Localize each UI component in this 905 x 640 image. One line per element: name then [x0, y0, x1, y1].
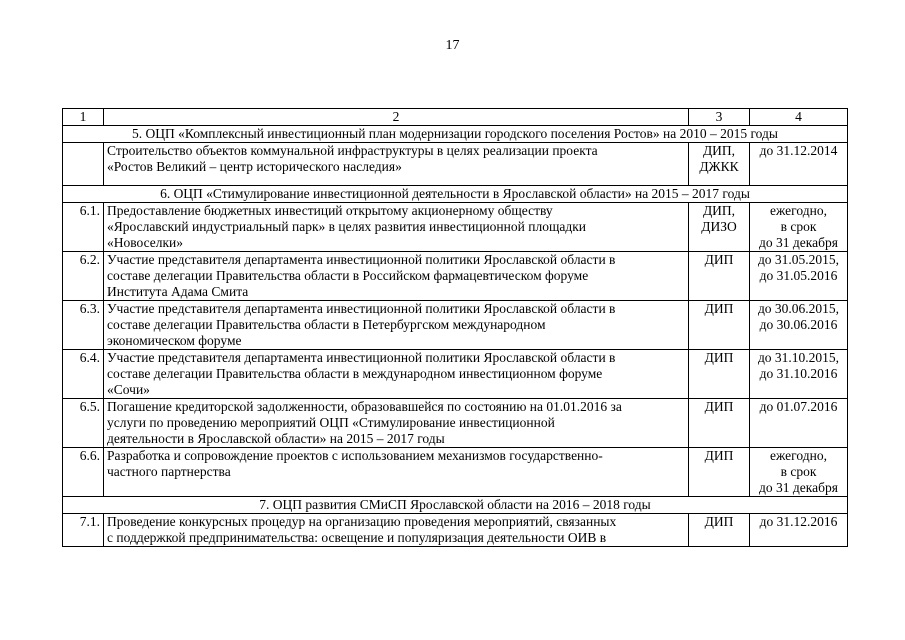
deadline-line: до 30.06.2015,: [757, 301, 840, 316]
description-line: деятельности в Ярославской области» на 2015 – 2017 годы: [107, 431, 445, 446]
description-line: Строительство объектов коммунальной инфраструктуры в целях реализации проекта: [107, 143, 598, 158]
plan-table: [62, 108, 848, 547]
item-deadline: [750, 203, 848, 252]
description-line: «Ярославский индустриальный парк» в целях развития инвестиционной площадки: [107, 219, 586, 234]
item-number: 6.2.: [63, 252, 104, 301]
deadline-line: до 31.10.2016: [759, 366, 838, 381]
header-col-4: 4: [750, 109, 848, 126]
responsible-line: ДИП: [704, 448, 734, 463]
responsible-line: ДИП,: [702, 203, 736, 218]
item-responsible: [689, 399, 750, 448]
table-row: [63, 301, 848, 350]
item-description: [104, 399, 689, 448]
table-row: [63, 252, 848, 301]
section-row: [63, 126, 848, 143]
table-row: [63, 514, 848, 547]
description-line: Участие представителя департамента инвестиционной политики Ярославской области в: [107, 252, 616, 267]
item-deadline: [750, 448, 848, 497]
description-line: Участие представителя департамента инвестиционной политики Ярославской области в: [107, 301, 616, 316]
responsible-line: ДИП,: [702, 143, 736, 158]
responsible-line: ДИП: [704, 301, 734, 316]
item-deadline: [750, 399, 848, 448]
header-col-1: 1: [63, 109, 104, 126]
deadline-line: в срок: [780, 219, 817, 234]
item-responsible: [689, 301, 750, 350]
item-responsible: [689, 448, 750, 497]
item-deadline: [750, 252, 848, 301]
description-line: составе делегации Правительства области в международном инвестиционном форуме: [107, 366, 603, 381]
page-number: 17: [445, 38, 460, 53]
header-col-2: 2: [104, 109, 689, 126]
deadline-line: до 30.06.2016: [759, 317, 838, 332]
item-number: 6.5.: [63, 399, 104, 448]
deadline-line: в срок: [780, 464, 817, 479]
description-line: Предоставление бюджетных инвестиций открытому акционерному обществу: [107, 203, 553, 218]
deadline-line: до 01.07.2016: [759, 399, 838, 414]
item-description: [104, 448, 689, 497]
item-number: 6.3.: [63, 301, 104, 350]
deadline-line: до 31 декабря: [759, 235, 838, 250]
responsible-line: ДИП: [704, 252, 734, 267]
description-line: Разработка и сопровождение проектов с использованием механизмов государственно-: [107, 448, 603, 463]
deadline-line: до 31.05.2015,: [757, 252, 840, 267]
description-line: с поддержкой предпринимательства: освещение и популяризация деятельности ОИВ в: [107, 530, 607, 545]
item-deadline: [750, 514, 848, 547]
header-row: [63, 109, 848, 126]
item-number: [63, 143, 104, 186]
description-line: составе делегации Правительства области в Петербургском международном: [107, 317, 546, 332]
item-description: [104, 203, 689, 252]
item-description: [104, 252, 689, 301]
description-line: Погашение кредиторской задолженности, образовавшейся по состоянию на 01.01.2016 за: [107, 399, 622, 414]
deadline-line: ежегодно,: [770, 448, 827, 463]
item-responsible: [689, 350, 750, 399]
table-row: [63, 399, 848, 448]
item-deadline: [750, 301, 848, 350]
table-row: [63, 203, 848, 252]
item-deadline: [750, 350, 848, 399]
plan-table-body: [63, 109, 848, 547]
header-col-3: 3: [689, 109, 750, 126]
description-line: «Сочи»: [107, 382, 150, 397]
item-description: [104, 301, 689, 350]
deadline-line: до 31.05.2016: [759, 268, 838, 283]
item-number: 6.4.: [63, 350, 104, 399]
description-line: составе делегации Правительства области в Российском фармацевтическом форуме: [107, 268, 589, 283]
item-responsible: [689, 203, 750, 252]
responsible-line: ДИП: [704, 514, 734, 529]
description-line: Института Адама Смита: [107, 284, 249, 299]
responsible-line: ДИП: [704, 350, 734, 365]
deadline-line: до 31 декабря: [759, 480, 838, 495]
description-line: частного партнерства: [107, 464, 231, 479]
deadline-line: ежегодно,: [770, 203, 827, 218]
description-line: «Новоселки»: [107, 235, 184, 250]
item-responsible: [689, 252, 750, 301]
responsible-line: ДИП: [704, 399, 734, 414]
table-row: [63, 143, 848, 186]
table-row: [63, 350, 848, 399]
item-number: 6.1.: [63, 203, 104, 252]
description-line: экономическом форуме: [107, 333, 242, 348]
section-row: [63, 186, 848, 203]
section-title: 7. ОЦП развития СМиСП Ярославской области на 2016 – 2018 годы: [63, 497, 848, 514]
item-description: [104, 514, 689, 547]
section-title: 5. ОЦП «Комплексный инвестиционный план модернизации городского поселения Ростов» на 2010 – 2015 годы: [63, 126, 848, 143]
deadline-line: до 31.12.2014: [759, 143, 838, 158]
responsible-line: ДЖКК: [699, 159, 739, 174]
description-line: «Ростов Великий – центр исторического наследия»: [107, 159, 402, 174]
item-number: 6.6.: [63, 448, 104, 497]
table-row: [63, 448, 848, 497]
responsible-line: ДИЗО: [701, 219, 737, 234]
section-row: [63, 497, 848, 514]
item-responsible: [689, 514, 750, 547]
description-line: Проведение конкурсных процедур на организацию проведения мероприятий, связанных: [107, 514, 617, 529]
item-description: [104, 143, 689, 186]
deadline-line: до 31.12.2016: [759, 514, 838, 529]
description-line: Участие представителя департамента инвестиционной политики Ярославской области в: [107, 350, 616, 365]
item-responsible: [689, 143, 750, 186]
description-line: услуги по проведению мероприятий ОЦП «Стимулирование инвестиционной: [107, 415, 555, 430]
item-description: [104, 350, 689, 399]
item-deadline: [750, 143, 848, 186]
item-number: 7.1.: [63, 514, 104, 547]
deadline-line: до 31.10.2015,: [757, 350, 840, 365]
section-title: 6. ОЦП «Стимулирование инвестиционной деятельности в Ярославской области» на 2015 – 2017 годы: [63, 186, 848, 203]
